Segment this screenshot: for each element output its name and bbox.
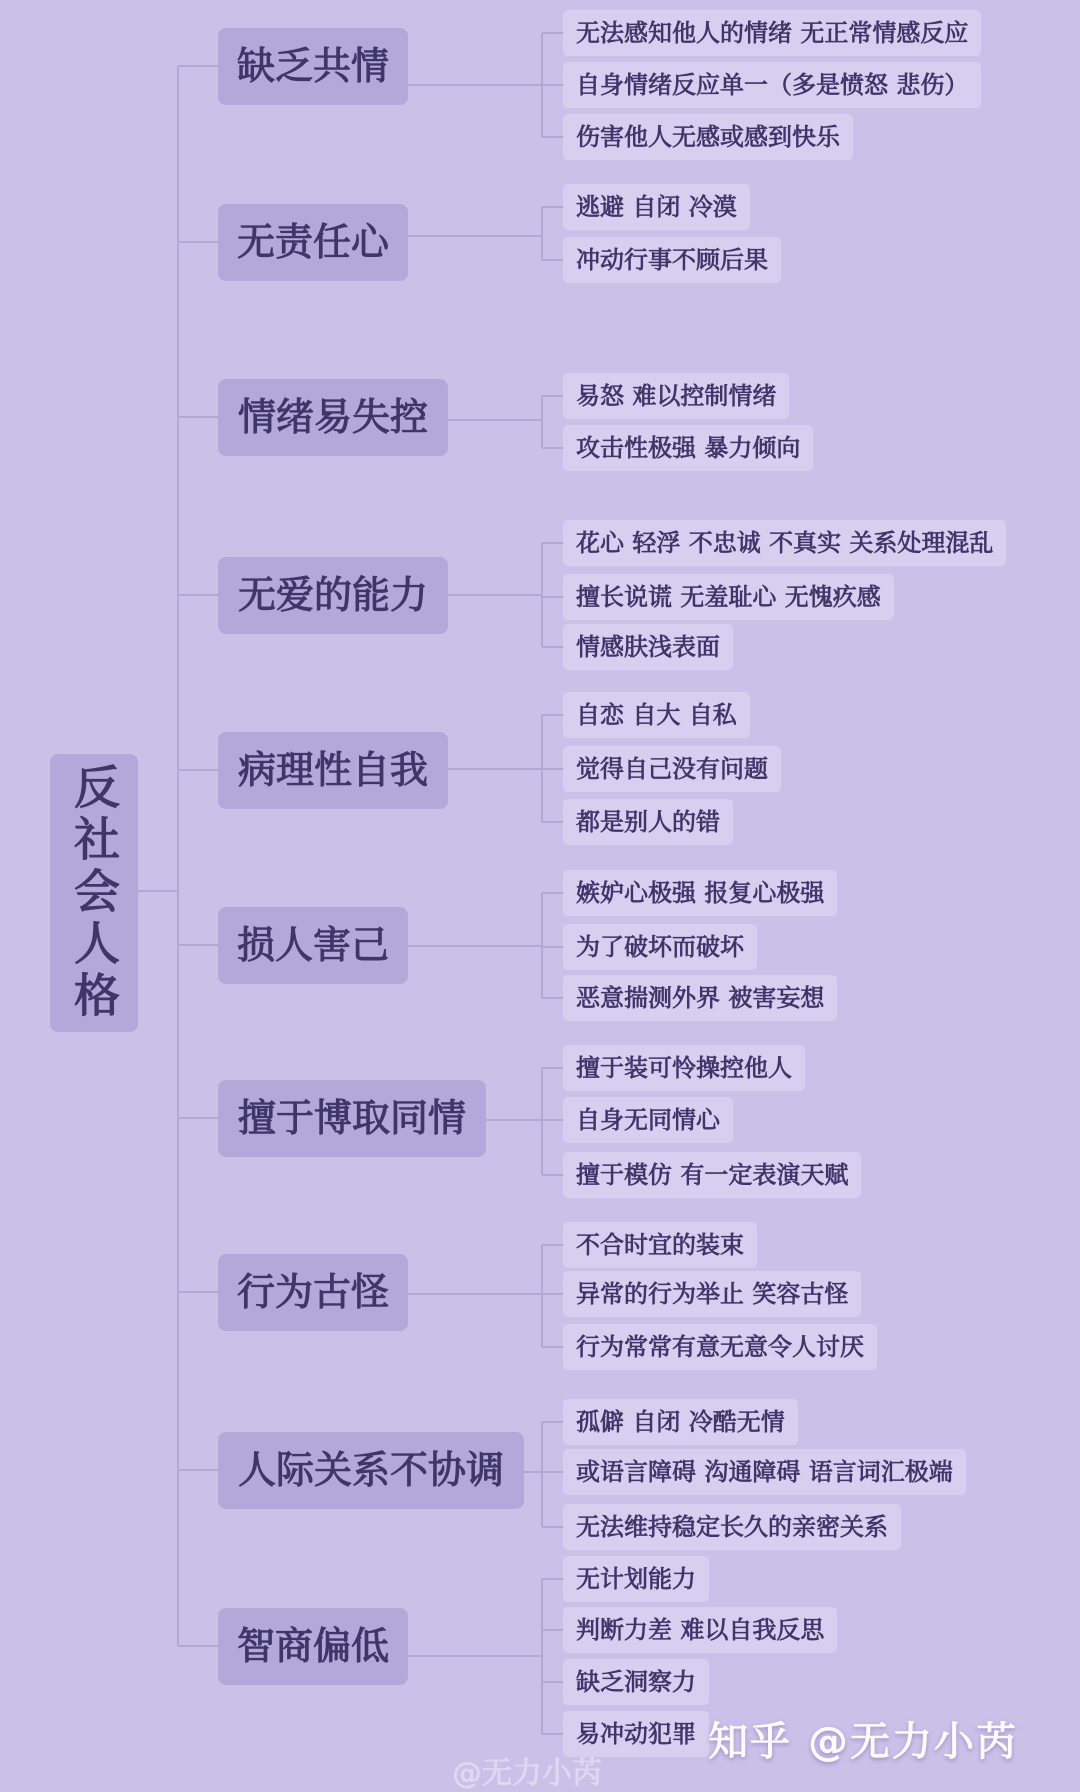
branch-node-renjiguanxibuxietiao: 人际关系不协调 <box>218 1432 524 1509</box>
leaf-node: 逃避 自闭 冷漠 <box>563 184 750 230</box>
watermark-author: @无力小芮 <box>452 1756 602 1791</box>
leaf-node: 冲动行事不顾后果 <box>563 237 781 283</box>
branch-node-zhishangpiandi: 智商偏低 <box>218 1608 408 1685</box>
branch-node-sunrenhaiji: 损人害己 <box>218 907 408 984</box>
leaf-node: 易冲动犯罪 <box>563 1711 709 1757</box>
leaf-node: 异常的行为举止 笑容古怪 <box>563 1271 861 1317</box>
leaf-node: 无计划能力 <box>563 1556 709 1602</box>
leaf-node: 自身情绪反应单一（多是愤怒 悲伤） <box>563 62 981 108</box>
leaf-node: 情感肤浅表面 <box>563 624 733 670</box>
leaf-node: 不合时宜的装束 <box>563 1222 757 1268</box>
leaf-node: 自身无同情心 <box>563 1097 733 1143</box>
branch-node-xingweiguguai: 行为古怪 <box>218 1254 408 1331</box>
watermark-zhihu-author: 知乎 @无力小芮 <box>708 1719 1018 1765</box>
leaf-node: 自恋 自大 自私 <box>563 692 750 738</box>
leaf-node: 擅长说谎 无羞耻心 无愧疚感 <box>563 574 894 620</box>
branch-node-binglixingziwo: 病理性自我 <box>218 732 448 809</box>
leaf-node: 行为常常有意无意令人讨厌 <box>563 1324 877 1370</box>
root-node: 反社会人格 <box>50 754 138 1032</box>
leaf-node: 攻击性极强 暴力倾向 <box>563 425 813 471</box>
branch-node-wuzerenxin: 无责任心 <box>218 204 408 281</box>
branch-node-qingxuyishikong: 情绪易失控 <box>218 379 448 456</box>
leaf-node: 易怒 难以控制情绪 <box>563 373 789 419</box>
leaf-node: 嫉妒心极强 报复心极强 <box>563 870 837 916</box>
leaf-node: 恶意揣测外界 被害妄想 <box>563 975 837 1021</box>
branch-node-quefagongqing: 缺乏共情 <box>218 28 408 105</box>
branch-node-shanyuboqutongqing: 擅于博取同情 <box>218 1080 486 1157</box>
leaf-node: 无法维持稳定长久的亲密关系 <box>563 1504 901 1550</box>
leaf-node: 伤害他人无感或感到快乐 <box>563 114 853 160</box>
leaf-node: 擅于模仿 有一定表演天赋 <box>563 1152 861 1198</box>
leaf-node: 都是别人的错 <box>563 799 733 845</box>
leaf-node: 判断力差 难以自我反思 <box>563 1607 837 1653</box>
leaf-node: 擅于装可怜操控他人 <box>563 1045 805 1091</box>
leaf-node: 为了破坏而破坏 <box>563 924 757 970</box>
leaf-node: 或语言障碍 沟通障碍 语言词汇极端 <box>563 1449 966 1495</box>
leaf-node: 觉得自己没有问题 <box>563 746 781 792</box>
leaf-node: 缺乏洞察力 <box>563 1659 709 1705</box>
leaf-node: 花心 轻浮 不忠诚 不真实 关系处理混乱 <box>563 520 1006 566</box>
leaf-node: 孤僻 自闭 冷酷无情 <box>563 1399 798 1445</box>
branch-node-wuaidenengli: 无爱的能力 <box>218 557 448 634</box>
leaf-node: 无法感知他人的情绪 无正常情感反应 <box>563 10 981 56</box>
